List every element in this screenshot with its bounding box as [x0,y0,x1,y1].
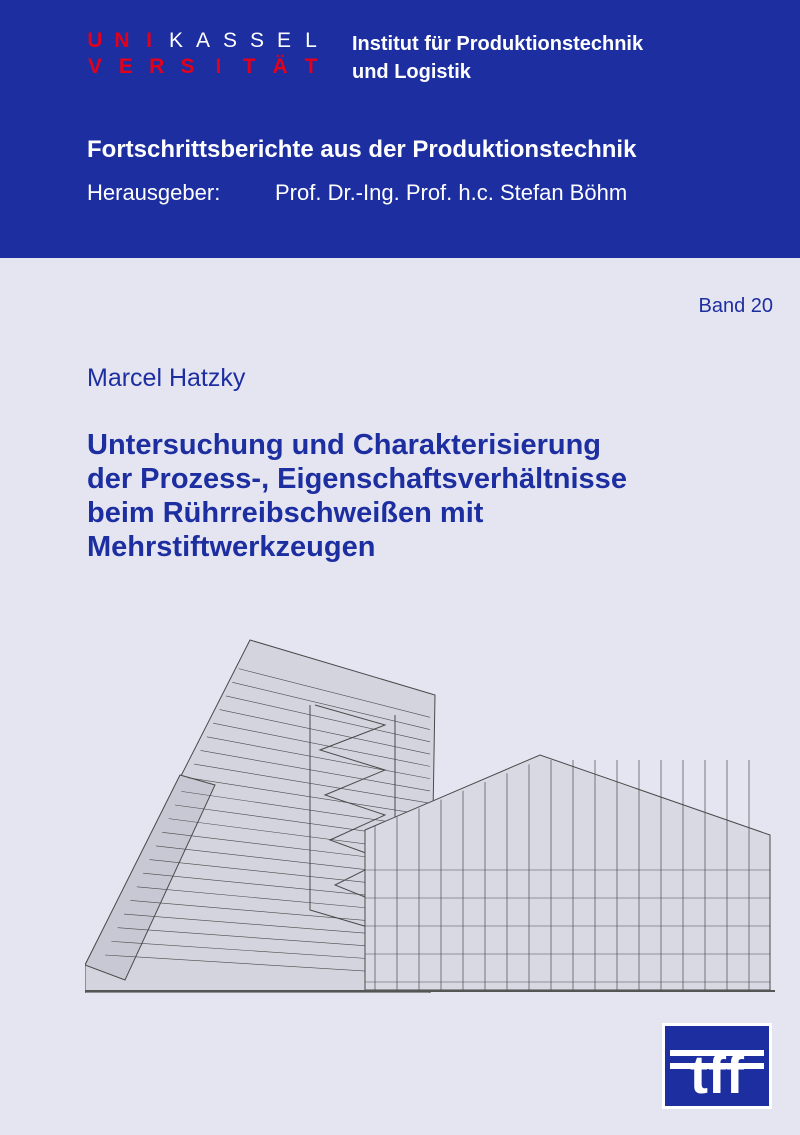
logo-row-bottom [87,54,319,80]
cover-header [0,0,800,258]
logo-letter: L [305,29,317,52]
logo-letter: K [168,29,183,52]
logo-letter: U [87,29,103,52]
book-title [87,428,767,564]
logo-letter: V [87,55,102,78]
logo-letter: S [222,29,237,52]
building-sketch-image [85,635,775,993]
title-line: Mehrstiftwerkzeugen [87,531,376,563]
title-line: Untersuchung und Charakterisierung [87,429,602,461]
logo-letter: E [276,29,291,52]
institute-line-1: Institut für Produktionstechnik [352,33,644,55]
series-title: Fortschrittsberichte aus der Produktionstechnik [87,136,637,163]
logo-letter: S [249,29,264,52]
institute-line-2: und Logistik [352,61,471,83]
author-name: Marcel Hatzky [87,364,246,392]
logo-letter: E [118,55,133,78]
uni-kassel-logo [87,28,319,80]
logo-letter: T [242,55,256,78]
editor-name: Prof. Dr.-Ing. Prof. h.c. Stefan Böhm [275,180,628,205]
title-line: beim Rührreibschweißen mit [87,497,484,529]
editor-label: Herausgeber: [87,180,221,205]
logo-letter: Ä [272,55,288,78]
logo-letter: R [149,55,165,78]
logo-letter: I [215,55,222,78]
logo-letter: T [304,55,318,78]
tff-publisher-logo [662,1023,772,1109]
title-line: der Prozess-, Eigenschaftsverhältnisse [87,463,627,495]
institute-name [352,30,643,86]
logo-letter: I [146,29,152,52]
logo-letter: N [114,29,130,52]
logo-letter: S [180,55,195,78]
tff-logo-text: tff [690,1045,744,1105]
logo-row-top [87,28,319,54]
logo-letter: A [195,29,210,52]
volume-number: Band 20 [698,295,773,317]
